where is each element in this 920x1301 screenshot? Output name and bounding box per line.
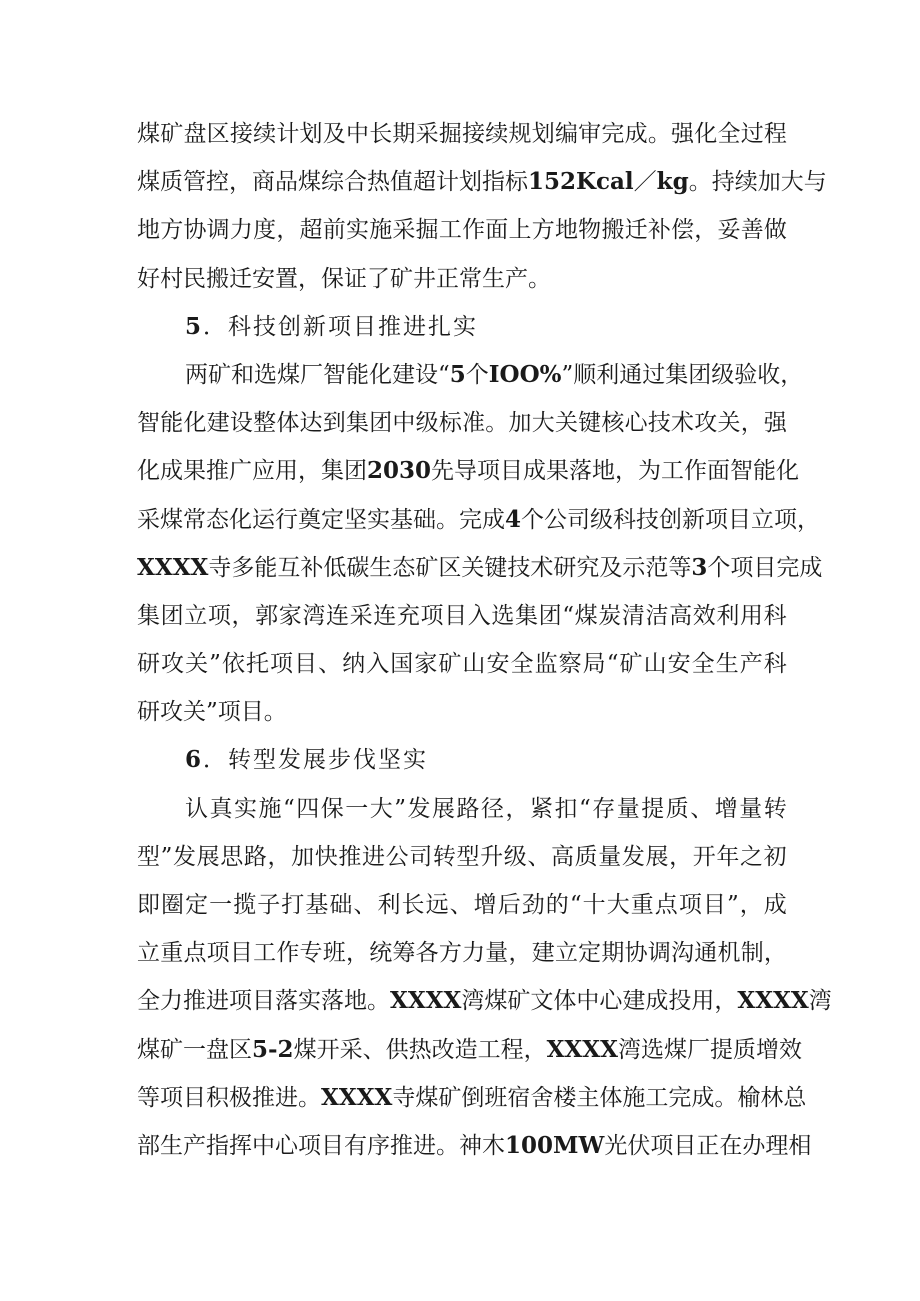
- document-body: [137, 110, 832, 1170]
- paragraph-line: 型 ” 发 展 思 路 ， 加 快 推 进 公 司 转 型 升 级 、 高 质 量 发 展 ， 开 年 之 初: [137, 843, 787, 870]
- section-heading-5: 5．科技创新项目推进扎实: [185, 312, 479, 340]
- paragraph-line: 等 项 目 积 极 推 进 。 XXXX 寺 煤 矿 倒 班 宿 舍 楼 主 体 施 工 完 成 。 榆 林 总: [137, 1083, 807, 1111]
- paragraph-line: 煤 质 管 控 ， 商 品 煤 综 合 热 值 超 计 划 指 标 152Kcal ／ kg 。 持 续 加 大 与: [137, 168, 827, 196]
- paragraph-line: 地 方 协 调 力 度 ， 超 前 实 施 采 掘 工 作 面 上 方 地 物 搬 迁 补 偿 ， 妥 善 做: [137, 217, 787, 244]
- paragraph-line: 采 煤 常 态 化 运 行 奠 定 坚 实 基 础 。 完 成 4 个 公 司 级 科 技 创 新 项 目 立 项 ，: [137, 505, 821, 533]
- paragraph-line: 全 力 推 进 项 目 落 实 落 地 。 XXXX 湾 煤 矿 文 体 中 心 建 成 投 用 ， XXXX 湾: [137, 987, 832, 1015]
- paragraph-line: 研 攻 关 ” 依 托 项 目 、 纳 入 国 家 矿 山 安 全 监 察 局 “ 矿 山 安 全 生 产 科: [137, 651, 787, 678]
- paragraph-line: 研攻关”项目。: [137, 699, 287, 726]
- paragraph-line: 化 成 果 推 广 应 用 ， 集 团 2030 先 导 项 目 成 果 落 地 ， 为 工 作 面 智 能 化: [137, 457, 800, 485]
- section-heading-6: 6．转型发展步伐坚实: [185, 746, 429, 774]
- paragraph-line: 即 圈 定 一 揽 子 打 基 础 、 利 长 远 、 增 后 劲 的 “ 十 大 重 点 项 目 ” ， 成: [137, 892, 787, 918]
- paragraph-line: 部 生 产 指 挥 中 心 项 目 有 序 推 进 。 神 木 100MW 光 伏 项 目 正 在 办 理 相: [137, 1131, 812, 1159]
- paragraph-line: 智 能 化 建 设 整 体 达 到 集 团 中 级 标 准 。 加 大 关 键 核 心 技 术 攻 关 ， 强: [137, 410, 787, 437]
- paragraph-line: 立 重 点 项 目 工 作 专 班 ， 统 筹 各 方 力 量 ， 建 立 定 期 协 调 沟 通 机 制 ，: [137, 940, 787, 967]
- paragraph-line: 煤 矿 一 盘 区 5-2 煤 开 采 、 供 热 改 造 工 程 ， XXXX 湾 选 煤 厂 提 质 增 效: [137, 1035, 802, 1063]
- paragraph-line: 好村民搬迁安置，保证了矿井正常生产。: [137, 265, 551, 292]
- paragraph-line: 认 真 实 施 “ 四 保 一 大 ” 发 展 路 径 ， 紧 扣 “ 存 量 提 质 、 增 量 转: [185, 795, 787, 822]
- paragraph-line: 集 团 立 项 ， 郭 家 湾 连 采 连 充 项 目 入 选 集 团 “ 煤 炭 清 洁 高 效 利 用 科: [137, 602, 787, 629]
- paragraph-line: XXXX 寺 多 能 互 补 低 碳 生 态 矿 区 关 键 技 术 研 究 及 示 范 等 3 个 项 目 完 成: [137, 553, 823, 581]
- paragraph-line: 两 矿 和 选 煤 厂 智 能 化 建 设 “ 5 个 IOO% ” 顺 利 通 过 集 团 级 验 收 ，: [185, 360, 804, 388]
- paragraph-line: 煤 矿 盘 区 接 续 计 划 及 中 长 期 采 掘 接 续 规 划 编 审 完 成 。 强 化 全 过 程: [137, 121, 787, 147]
